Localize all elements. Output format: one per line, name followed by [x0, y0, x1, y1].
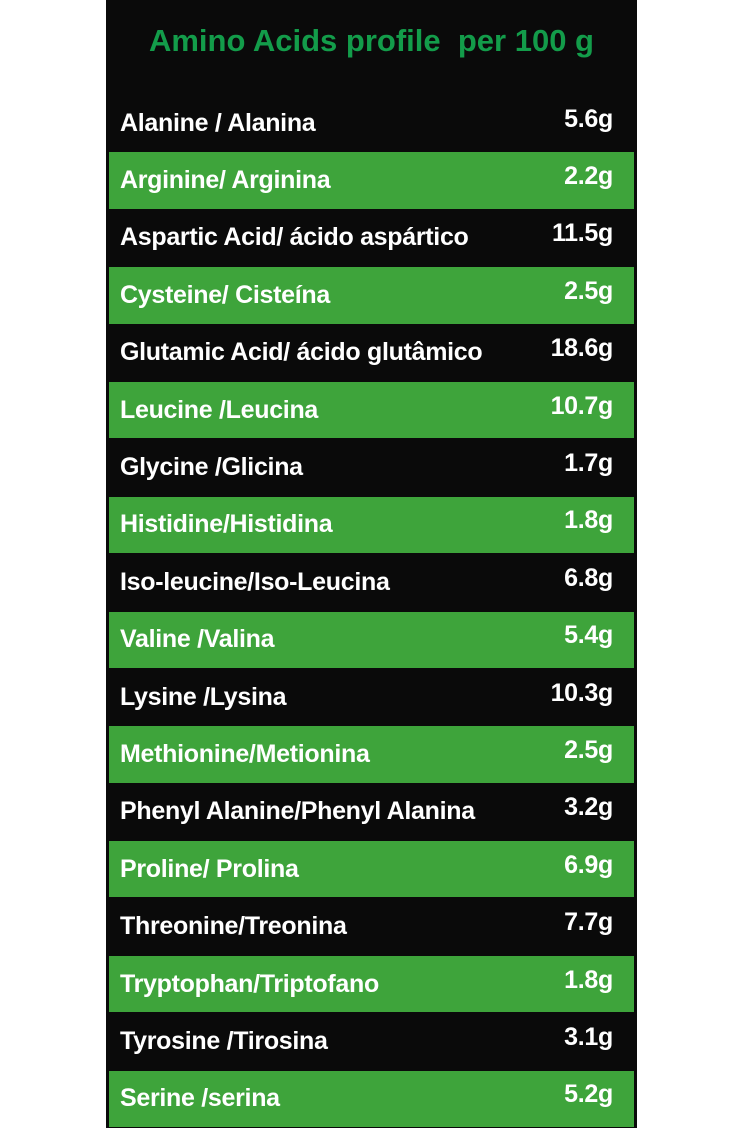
amino-acid-label: Alanine / Alanina [120, 108, 316, 137]
amino-acid-value: 2.5g [564, 276, 613, 305]
amino-acid-value: 6.8g [564, 563, 613, 592]
amino-acid-label: Lysine /Lysina [120, 682, 287, 711]
amino-acid-label: Tyrosine /Tirosina [120, 1026, 328, 1055]
amino-acid-value: 1.7g [564, 449, 613, 478]
amino-acid-label: Glutamic Acid/ ácido glutâmico [120, 338, 483, 367]
amino-acid-label: Tryptophan/Triptofano [120, 969, 379, 998]
label-panel [106, 0, 637, 1128]
table-row [109, 612, 634, 668]
amino-acid-label: Iso-leucine/Iso-Leucina [120, 567, 390, 596]
amino-acid-label: Aspartic Acid/ ácido aspártico [120, 223, 469, 252]
page-title: Amino Acids profile per 100 g [148, 22, 594, 58]
amino-acid-label: Cysteine/ Cisteína [120, 280, 330, 309]
amino-acid-value: 18.6g [550, 334, 613, 363]
amino-acid-value: 2.5g [564, 735, 613, 764]
amino-acid-value: 5.6g [564, 104, 613, 133]
amino-acid-value: 11.5g [551, 219, 613, 248]
amino-acid-value: 5.4g [564, 621, 613, 650]
table-row [109, 382, 634, 438]
amino-acid-value: 3.2g [564, 793, 613, 822]
amino-acid-label: Leucine /Leucina [120, 395, 319, 424]
table-row [106, 554, 637, 610]
amino-acid-table [106, 95, 637, 1128]
table-row [109, 497, 634, 553]
amino-acid-label: Glycine /Glicina [120, 453, 303, 482]
amino-acid-value: 10.7g [550, 391, 613, 420]
amino-acid-label: Serine /serina [120, 1084, 280, 1113]
table-row [106, 95, 637, 151]
amino-acid-label: Proline/ Prolina [120, 854, 299, 883]
amino-acid-value: 5.2g [564, 1080, 613, 1109]
amino-acid-label: Phenyl Alanine/Phenyl Alanina [120, 797, 475, 826]
table-row [106, 325, 637, 381]
table-row [106, 898, 637, 954]
table-row [109, 726, 634, 782]
amino-acid-value: 10.3g [550, 678, 613, 707]
amino-acid-label: Valine /Valina [120, 625, 275, 654]
table-row [109, 841, 634, 897]
amino-acid-value: 3.1g [564, 1022, 613, 1051]
amino-acid-label: Histidine/Histidina [120, 510, 333, 539]
amino-acid-label: Arginine/ Arginina [120, 166, 331, 195]
table-row [106, 669, 637, 725]
table-row [109, 152, 634, 208]
amino-acid-value: 7.7g [564, 908, 613, 937]
amino-acid-value: 6.9g [564, 850, 613, 879]
table-row [106, 784, 637, 840]
amino-acid-value: 2.2g [564, 162, 613, 191]
amino-acid-label: Methionine/Metionina [120, 739, 370, 768]
table-row [106, 1013, 637, 1069]
amino-acid-label: Threonine/Treonina [120, 912, 347, 941]
table-row [109, 267, 634, 323]
amino-acid-value: 1.8g [564, 965, 613, 994]
amino-acid-value: 1.8g [564, 506, 613, 535]
title-block [106, 0, 637, 95]
table-row [109, 1071, 634, 1127]
table-row [106, 210, 637, 266]
table-row [106, 439, 637, 495]
table-row [109, 956, 634, 1012]
